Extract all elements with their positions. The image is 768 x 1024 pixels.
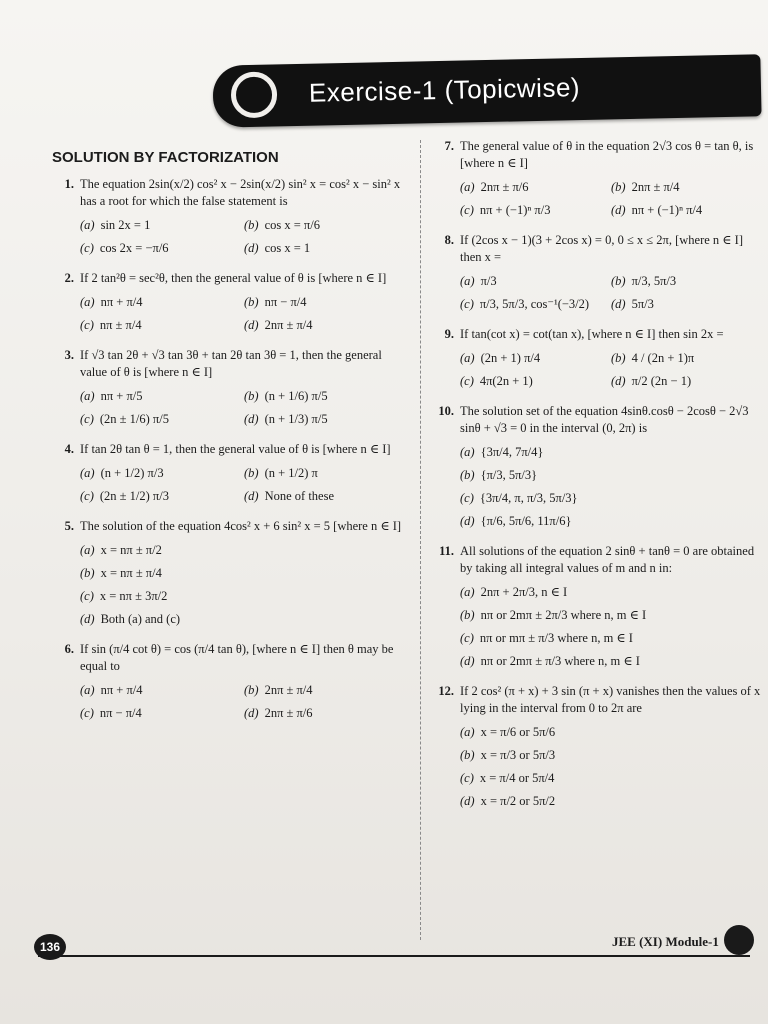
answer-option [80,679,244,702]
option-text: None of these [264,489,334,503]
answer-option [244,485,408,508]
option-list [80,385,408,431]
option-text: 2nπ ± π/4 [264,318,313,332]
option-label: (c) [460,491,474,505]
option-text: x = nπ ± π/2 [100,543,162,557]
answer-option [611,270,762,293]
right-question-list [432,138,762,813]
question-number: 2. [64,271,74,285]
answer-option [460,581,762,604]
option-list [80,679,408,725]
question-number: 10. [438,404,454,418]
question-number: 3. [64,348,74,362]
left-question-list [52,176,408,725]
option-text: nπ or 2mπ ± 2π/3 where n, m ∈ I [480,608,647,622]
option-text: (2n ± 1/6) π/5 [99,412,169,426]
option-text: π/2 (2n − 1) [631,374,692,388]
option-text: 2nπ ± π/4 [631,180,680,194]
option-label: (a) [80,543,95,557]
option-text: nπ or 2mπ ± π/3 where n, m ∈ I [480,654,640,668]
page-number: 136 [34,934,66,960]
answer-option [80,485,244,508]
option-text: x = π/3 or 5π/3 [480,748,556,762]
option-label: (b) [80,566,95,580]
option-list [460,441,762,533]
option-text: x = π/4 or 5π/4 [479,771,555,785]
answer-option [80,608,408,631]
question-item [432,543,762,673]
question-stem [432,543,762,577]
question-item [52,347,408,431]
option-text: Both (a) and (c) [100,612,181,626]
answer-option [611,293,762,316]
question-item [52,441,408,508]
option-label: (d) [80,612,95,626]
option-label: (b) [244,218,259,232]
option-label: (c) [80,412,94,426]
option-text: π/3, 5π/3, cos⁻¹(−3/2) [479,297,590,311]
answer-option [244,408,408,431]
question-item [432,683,762,813]
question-stem [52,518,408,535]
option-label: (b) [244,466,259,480]
question-stem [432,232,762,266]
option-label: (b) [460,468,475,482]
option-list [80,462,408,508]
option-text: nπ or mπ ± π/3 where n, m ∈ I [479,631,633,645]
question-number: 11. [439,544,454,558]
question-item [52,641,408,725]
option-text: x = π/6 or 5π/6 [480,725,556,739]
option-label: (c) [80,318,94,332]
option-label: (c) [460,771,474,785]
column-divider [420,140,421,940]
option-label: (d) [611,374,626,388]
option-text: {3π/4, 7π/4} [480,445,544,459]
answer-option [460,767,762,790]
option-text: nπ + (−1)ⁿ π/4 [631,203,703,217]
right-column [432,138,762,823]
option-text: nπ ± π/4 [99,318,142,332]
question-text: The solution set of the equation 4sinθ.cosθ − 2cosθ − 2√3 sinθ + √3 = 0 in the interval (0, 2π) is [460,404,749,435]
answer-option [244,385,408,408]
answer-option [244,314,408,337]
section-title: SOLUTION BY FACTORIZATION [52,149,279,166]
question-text: If sin (π/4 cot θ) = cos (π/4 tan θ), [where n ∈ I] then θ may be equal to [80,642,394,673]
answer-option [80,585,408,608]
option-text: nπ − π/4 [264,295,307,309]
option-text: nπ + π/5 [100,389,143,403]
question-stem [52,641,408,675]
option-label: (d) [244,412,259,426]
question-text: If (2cos x − 1)(3 + 2cos x) = 0, 0 ≤ x ≤ 2π, [where n ∈ I] then x = [460,233,744,264]
option-text: nπ + π/4 [100,295,143,309]
question-stem [52,347,408,381]
option-text: x = nπ ± π/4 [100,566,162,580]
option-label: (d) [460,654,475,668]
answer-option [80,702,244,725]
answer-option [611,199,762,222]
answer-option [611,370,762,393]
option-text: 2nπ + 2π/3, n ∈ I [480,585,568,599]
question-text: If 2 cos² (π + x) + 3 sin (π + x) vanishes then the values of x lying in the interval from 0 to 2π are [460,684,761,715]
answer-option [80,214,244,237]
answer-option [244,679,408,702]
answer-option [611,176,762,199]
answer-option [460,790,762,813]
answer-option [244,214,408,237]
option-label: (b) [244,389,259,403]
option-label: (c) [460,297,474,311]
option-label: (b) [244,683,259,697]
answer-option [460,199,611,222]
option-text: cos 2x = −π/6 [99,241,169,255]
option-label: (d) [611,203,626,217]
answer-option [460,721,762,744]
question-text: If √3 tan 2θ + √3 tan 3θ + tan 2θ tan 3θ = 1, then the general value of θ is [where n ∈ I] [80,348,382,379]
question-stem [432,326,762,343]
option-label: (d) [244,489,259,503]
answer-option [80,291,244,314]
option-label: (a) [80,389,95,403]
answer-option [460,441,762,464]
option-label: (a) [460,180,475,194]
answer-option [80,237,244,260]
option-text: x = nπ ± 3π/2 [99,589,168,603]
option-list [460,581,762,673]
question-text: The general value of θ in the equation 2√3 cos θ = tan θ, is [where n ∈ I] [460,139,754,170]
option-label: (b) [611,180,626,194]
question-number: 6. [64,642,74,656]
option-list [80,291,408,337]
question-number: 4. [64,442,74,456]
answer-option [244,462,408,485]
option-label: (c) [460,203,474,217]
option-label: (b) [460,748,475,762]
option-text: cos x = π/6 [264,218,320,232]
option-text: π/3, 5π/3 [631,274,677,288]
publisher-logo-icon [724,925,754,955]
option-label: (a) [80,218,95,232]
option-text: {3π/4, π, π/3, 5π/3} [479,491,578,505]
option-text: {π/6, 5π/6, 11π/6} [480,514,572,528]
option-text: (n + 1/2) π/3 [100,466,164,480]
option-label: (b) [611,351,626,365]
option-label: (d) [460,794,475,808]
question-text: The solution of the equation 4cos² x + 6 sin² x = 5 [where n ∈ I] [80,519,402,533]
option-label: (c) [80,241,94,255]
question-number: 7. [444,139,454,153]
option-text: (2n + 1) π/4 [480,351,541,365]
footer-rule [38,955,750,957]
option-text: nπ + π/4 [100,683,143,697]
option-label: (d) [460,514,475,528]
answer-option [460,604,762,627]
question-text: If tan 2θ tan θ = 1, then the general value of θ is [where n ∈ I] [80,442,391,456]
answer-option [80,408,244,431]
answer-option [460,293,611,316]
option-list [80,214,408,260]
option-list [460,176,762,222]
option-label: (a) [80,683,95,697]
question-number: 9. [444,327,454,341]
question-text: If tan(cot x) = cot(tan x), [where n ∈ I] then sin 2x = [460,327,724,341]
option-label: (b) [611,274,626,288]
question-item [432,326,762,393]
option-label: (d) [244,318,259,332]
question-text: The equation 2sin(x/2) cos² x − 2sin(x/2) sin² x = cos² x − sin² x has a root for which the false statement is [80,177,401,208]
option-label: (a) [80,295,95,309]
option-text: (n + 1/6) π/5 [264,389,328,403]
option-label: (a) [460,351,475,365]
option-label: (c) [80,589,94,603]
option-list [460,270,762,316]
question-item [432,138,762,222]
option-label: (c) [460,374,474,388]
answer-option [460,270,611,293]
question-number: 5. [64,519,74,533]
option-label: (a) [460,585,475,599]
question-stem [52,176,408,210]
option-text: x = π/2 or 5π/2 [480,794,556,808]
option-text: 2nπ ± π/4 [264,683,313,697]
question-item [52,518,408,631]
option-text: (n + 1/3) π/5 [264,412,328,426]
option-text: 2nπ ± π/6 [480,180,529,194]
option-label: (c) [80,489,94,503]
answer-option [460,464,762,487]
question-text: If 2 tan²θ = sec²θ, then the general value of θ is [where n ∈ I] [80,271,387,285]
module-label: JEE (XI) Module-1 [612,934,719,949]
answer-option [460,627,762,650]
option-label: (a) [460,274,475,288]
answer-option [244,702,408,725]
option-text: π/3 [480,274,497,288]
question-item [52,270,408,337]
option-text: 4 / (2n + 1)π [631,351,695,365]
question-stem [432,403,762,437]
option-text: (2n ± 1/2) π/3 [99,489,169,503]
option-text: nπ + (−1)ⁿ π/3 [479,203,551,217]
question-stem [52,441,408,458]
option-text: (n + 1/2) π [264,466,318,480]
option-label: (c) [80,706,94,720]
option-list [460,347,762,393]
question-text: All solutions of the equation 2 sinθ + tanθ = 0 are obtained by taking all integral values of m and n in: [460,544,755,575]
answer-option [80,385,244,408]
answer-option [460,347,611,370]
question-item [432,232,762,316]
option-label: (d) [244,241,259,255]
question-number: 8. [444,233,454,247]
option-text: sin 2x = 1 [100,218,151,232]
answer-option [244,291,408,314]
left-column [52,145,408,735]
option-label: (d) [611,297,626,311]
option-label: (d) [244,706,259,720]
option-list [460,721,762,813]
answer-option [460,370,611,393]
exercise-banner [212,54,761,127]
question-item [52,176,408,260]
option-text: 5π/3 [631,297,654,311]
option-label: (a) [80,466,95,480]
option-label: (c) [460,631,474,645]
option-label: (b) [244,295,259,309]
answer-option [80,562,408,585]
question-stem [432,683,762,717]
option-label: (a) [460,445,475,459]
option-text: nπ − π/4 [99,706,142,720]
option-text: cos x = 1 [264,241,311,255]
answer-option [460,176,611,199]
option-text: 2nπ ± π/6 [264,706,313,720]
question-stem [52,270,408,287]
answer-option [460,744,762,767]
option-label: (a) [460,725,475,739]
answer-option [460,510,762,533]
option-label: (b) [460,608,475,622]
answer-option [80,539,408,562]
answer-option [460,487,762,510]
option-list [80,539,408,631]
option-text: 4π(2n + 1) [479,374,533,388]
answer-option [80,314,244,337]
answer-option [460,650,762,673]
page-title: Exercise-1 (Topicwise) [308,72,581,108]
answer-option [80,462,244,485]
option-text: {π/3, 5π/3} [480,468,538,482]
question-number: 12. [438,684,454,698]
circle-icon [231,71,278,118]
answer-option [244,237,408,260]
answer-option [611,347,762,370]
question-stem [432,138,762,172]
question-number: 1. [64,177,74,191]
question-item [432,403,762,533]
